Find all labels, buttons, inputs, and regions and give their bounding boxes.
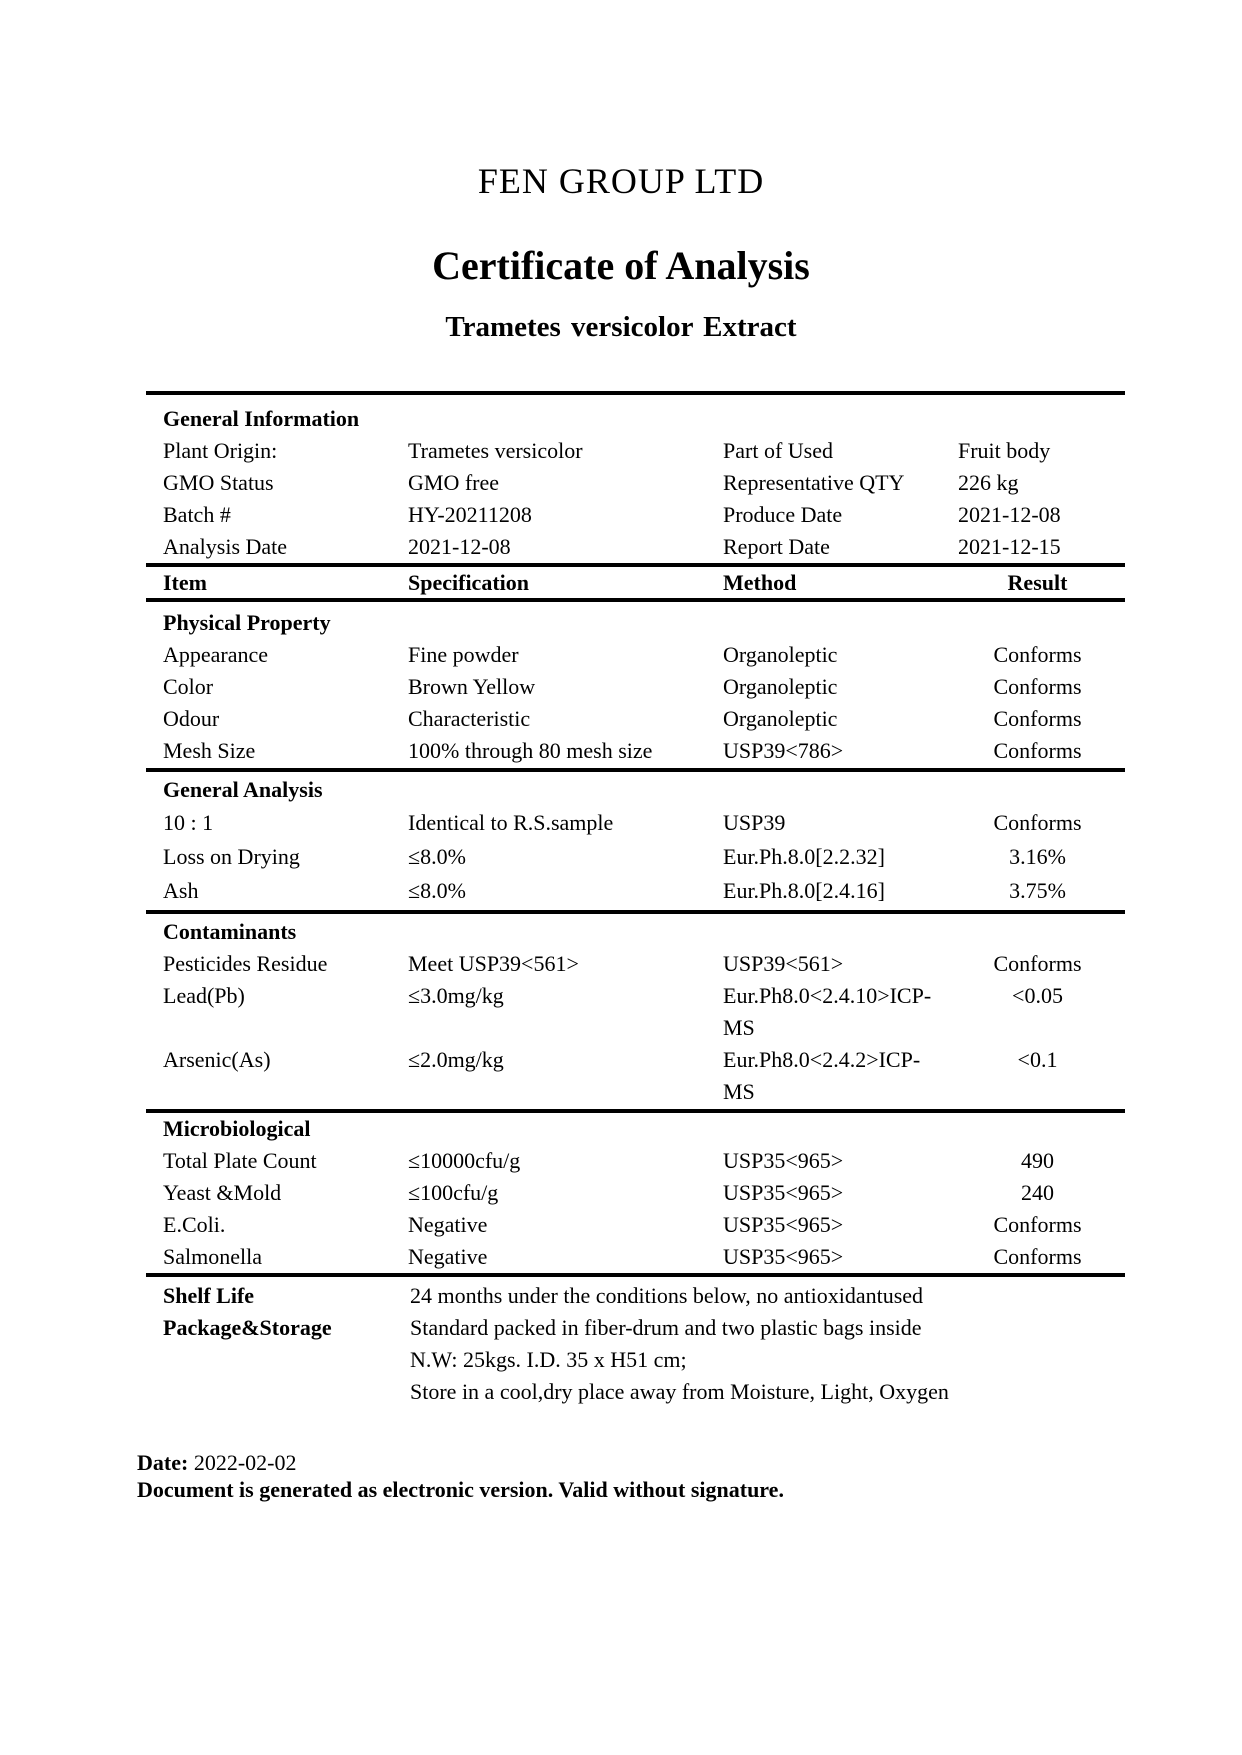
gi-label-right: Representative QTY <box>723 470 905 495</box>
column-header-item: Item <box>163 570 207 595</box>
method-cell: USP39<786> <box>723 738 844 763</box>
gi-label-left: Batch # <box>163 502 231 527</box>
gi-value-left: Trametes versicolor <box>408 438 583 463</box>
table-row <box>146 840 1125 874</box>
specification-cell: Negative <box>408 1244 488 1269</box>
gi-value-right: 226 kg <box>958 470 1019 495</box>
result-cell: Conforms <box>993 674 1082 699</box>
product-name: Trametes versicolor Extract <box>445 311 797 343</box>
item-cell: 10 : 1 <box>163 810 214 835</box>
result-cell: <0.05 <box>1012 983 1063 1008</box>
item-cell: Ash <box>163 878 199 903</box>
item-cell: Color <box>163 674 214 699</box>
footer-note: Document is generated as electronic version. Valid without signature. <box>137 1477 784 1502</box>
table-row <box>146 671 1125 703</box>
method-cell: USP35<965> <box>723 1180 844 1205</box>
specification-cell: ≤10000cfu/g <box>408 1148 521 1173</box>
gi-value-left: HY-20211208 <box>408 502 532 527</box>
specification-cell: Fine powder <box>408 642 519 667</box>
table-row <box>146 1177 1125 1209</box>
gi-value-right: 2021-12-15 <box>958 534 1061 559</box>
specification-cell: ≤3.0mg/kg <box>408 983 504 1008</box>
table-row <box>146 1209 1125 1241</box>
specification-cell: Meet USP39<561> <box>408 951 579 976</box>
method-cell: USP39 <box>723 810 786 835</box>
method-cell: Organoleptic <box>723 642 838 667</box>
result-cell: 3.16% <box>1009 844 1066 869</box>
table-row <box>146 1108 1125 1109</box>
method-cell: Eur.Ph.8.0[2.2.32] <box>723 844 885 869</box>
storage-row <box>146 1280 1125 1312</box>
date-value: 2022-02-02 <box>193 1450 297 1475</box>
specification-cell: Identical to R.S.sample <box>408 810 614 835</box>
item-cell: E.Coli. <box>163 1212 226 1237</box>
method-cell: USP35<965> <box>723 1244 844 1269</box>
result-cell: 240 <box>1021 1180 1054 1205</box>
table-row <box>146 980 1125 1044</box>
gi-label-right: Part of Used <box>723 438 833 463</box>
storage-row <box>146 1376 1125 1408</box>
gi-label-left: GMO Status <box>163 470 274 495</box>
section-title: Contaminants <box>163 919 297 944</box>
gi-label-left: Plant Origin: <box>163 438 278 463</box>
column-header-method: Method <box>723 570 797 595</box>
table-sections <box>146 602 1125 1277</box>
specification-cell: Brown Yellow <box>408 674 536 699</box>
specification-cell <box>408 1108 723 1109</box>
gi-label-right: Report Date <box>723 534 830 559</box>
specification-cell: ≤8.0% <box>408 878 466 903</box>
method-cell: Eur.Ph.8.0[2.4.16] <box>723 878 885 903</box>
storage-text: Store in a cool,dry place away from Moisture, Light, Oxygen <box>410 1379 949 1404</box>
storage-text: N.W: 25kgs. I.D. 35 x H51 cm; <box>410 1347 687 1372</box>
document-title: Certificate of Analysis <box>432 243 810 288</box>
gi-label-right: Produce Date <box>723 502 843 527</box>
general-info-row <box>146 531 1125 563</box>
item-cell: Loss on Drying <box>163 844 300 869</box>
result-cell: Conforms <box>993 810 1082 835</box>
table-row <box>146 1241 1125 1273</box>
result-cell: 3.75% <box>1009 878 1066 903</box>
method-cell: Eur.Ph8.0<2.4.2>ICP-MS <box>723 1047 921 1104</box>
general-info-row <box>146 435 1125 467</box>
specification-cell: Negative <box>408 1212 488 1237</box>
date-label: Date: <box>137 1450 189 1475</box>
table-row <box>146 703 1125 735</box>
result-cell: <0.1 <box>1017 1047 1058 1072</box>
specification-cell: ≤2.0mg/kg <box>408 1047 504 1072</box>
general-information-section <box>146 395 1125 563</box>
result-cell: Conforms <box>993 1212 1082 1237</box>
result-cell: Conforms <box>993 738 1082 763</box>
storage-rows <box>146 1280 1125 1408</box>
item-cell: Lead(Pb) <box>163 983 245 1008</box>
storage-text: Standard packed in fiber-drum and two plastic bags inside <box>410 1315 922 1340</box>
gi-label-left: Analysis Date <box>163 534 288 559</box>
section-title: Physical Property <box>163 610 331 635</box>
item-cell: Yeast &Mold <box>163 1180 282 1205</box>
gi-value-left: 2021-12-08 <box>408 534 511 559</box>
section-title: Microbiological <box>163 1116 311 1141</box>
method-cell: Organoleptic <box>723 674 838 699</box>
method-cell: USP39<561> <box>723 951 844 976</box>
gi-value-right: Fruit body <box>958 438 1051 463</box>
column-header-specification: Specification <box>408 570 529 595</box>
table-row <box>146 948 1125 980</box>
specification-cell: ≤8.0% <box>408 844 466 869</box>
company-name: FEN GROUP LTD <box>477 161 765 201</box>
footer <box>137 1449 784 1503</box>
result-cell: Conforms <box>993 951 1082 976</box>
table-row <box>146 806 1125 840</box>
method-cell: USP35<965> <box>723 1212 844 1237</box>
method-cell: Eur.Ph8.0<2.4.10>ICP-MS <box>723 983 932 1040</box>
item-cell: Salmonella <box>163 1244 262 1269</box>
table-section <box>146 602 1125 768</box>
footer-date-line <box>137 1449 784 1476</box>
table-row <box>146 735 1125 767</box>
item-cell: Appearance <box>163 642 269 667</box>
storage-label <box>146 1344 408 1376</box>
table-row <box>146 1145 1125 1177</box>
table-row <box>146 874 1125 908</box>
result-cell: 490 <box>1021 1148 1054 1173</box>
table-section <box>146 772 1125 910</box>
table-row <box>146 1044 1125 1108</box>
method-cell: Organoleptic <box>723 706 838 731</box>
general-info-row <box>146 499 1125 531</box>
general-information-rows <box>146 435 1125 563</box>
table-header-row <box>146 567 1125 598</box>
section-title: General Analysis <box>163 777 323 802</box>
section-title: General Information <box>163 406 360 431</box>
result-cell: Conforms <box>993 1244 1082 1269</box>
shelf-life-storage-section <box>146 1277 1125 1408</box>
storage-row <box>146 1344 1125 1376</box>
table-section <box>146 914 1125 1109</box>
general-info-row <box>146 467 1125 499</box>
item-cell: Mesh Size <box>163 738 256 763</box>
gi-value-right: 2021-12-08 <box>958 502 1061 527</box>
certificate-table <box>146 391 1125 1408</box>
storage-label: Package&Storage <box>163 1315 332 1340</box>
column-header-result: Result <box>1007 570 1068 595</box>
specification-cell: ≤100cfu/g <box>408 1180 499 1205</box>
method-cell: USP35<965> <box>723 1148 844 1173</box>
item-cell <box>146 1108 408 1109</box>
table-row <box>146 639 1125 671</box>
storage-label: Shelf Life <box>163 1283 255 1308</box>
gi-value-left: GMO free <box>408 470 500 495</box>
storage-row <box>146 1312 1125 1344</box>
item-cell: Total Plate Count <box>163 1148 317 1173</box>
storage-label <box>146 1376 408 1408</box>
item-cell: Arsenic(As) <box>163 1047 271 1072</box>
item-cell: Odour <box>163 706 220 731</box>
result-cell: Conforms <box>993 642 1082 667</box>
specification-cell: 100% through 80 mesh size <box>408 738 653 763</box>
table-section <box>146 1113 1125 1273</box>
result-cell <box>950 1108 1125 1109</box>
storage-text: 24 months under the conditions below, no antioxidantused <box>410 1283 924 1308</box>
method-cell <box>723 1108 950 1109</box>
result-cell: Conforms <box>993 706 1082 731</box>
item-cell: Pesticides Residue <box>163 951 328 976</box>
specification-cell: Characteristic <box>408 706 531 731</box>
